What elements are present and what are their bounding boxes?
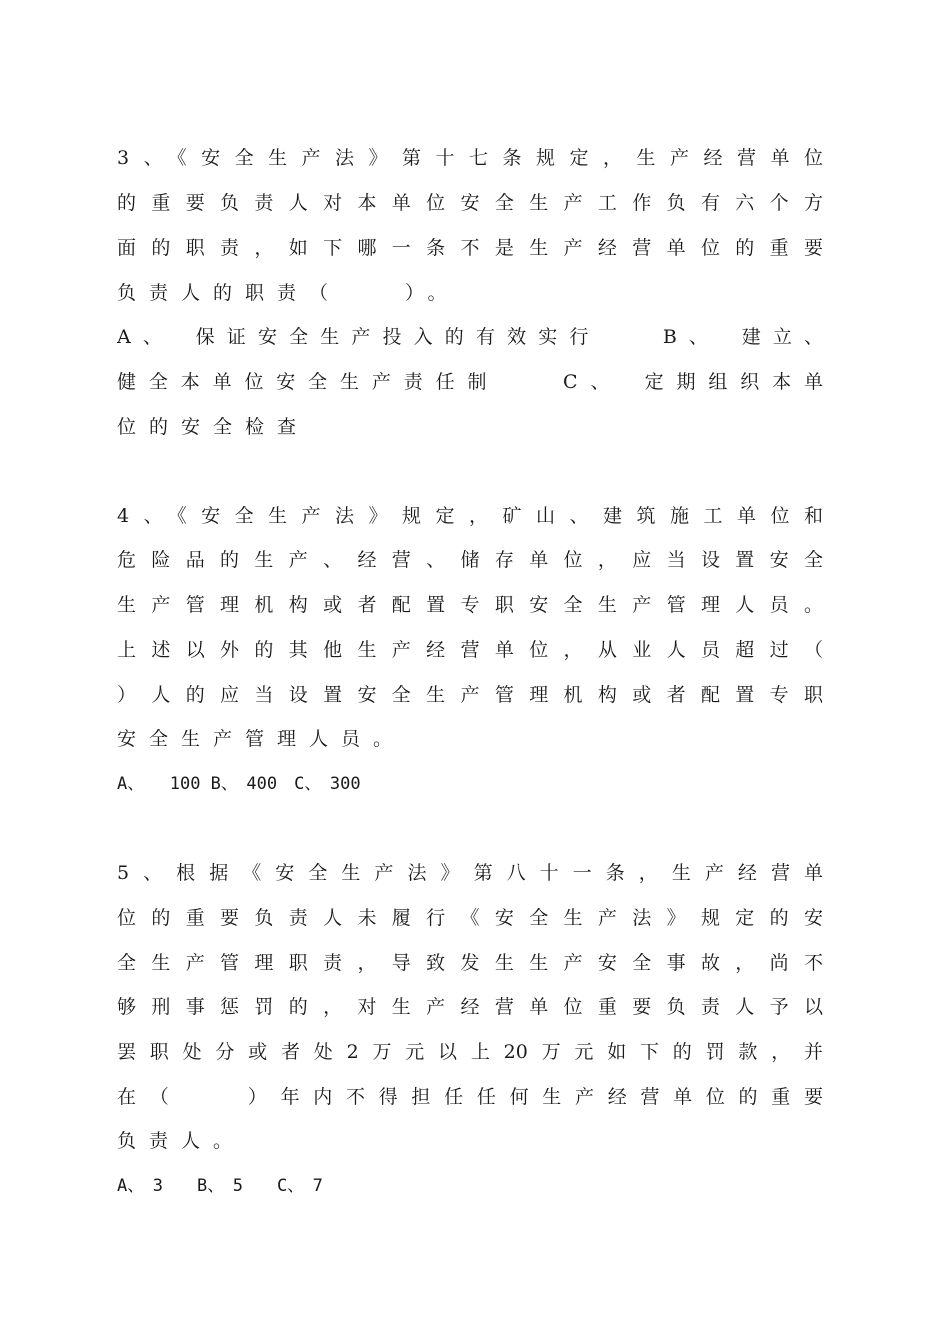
question-3-options-line-1: A、 保证安全生产投入的有效实行 B、 建立、 <box>117 326 823 348</box>
question-3-line-3: 面的职责，如下哪一条不是生产经营单位的重要 <box>117 237 823 259</box>
question-5-line-3: 全生产管理职责，导致发生生产安全事故，尚不 <box>117 952 823 974</box>
question-3-line-2: 的重要负责人对本单位安全生产工作负有六个方 <box>117 192 823 214</box>
question-5-line-1: 5、根据《安全生产法》第八十一条，生产经营单 <box>117 862 823 884</box>
question-4-line-4: 上述以外的其他生产经营单位，从业人员超过（ <box>117 639 823 661</box>
question-5-line-2: 位的重要负责人未履行《安全生产法》规定的安 <box>117 907 823 929</box>
question-5-options: A、 3 B、 5 C、 7 <box>117 1176 323 1196</box>
question-5-line-6: 在（ ）年内不得担任任何生产经营单位的重要 <box>117 1086 823 1108</box>
question-5-line-4: 够刑事惩罚的，对生产经营单位重要负责人予以 <box>117 996 823 1018</box>
question-5-line-7: 负责人。 <box>117 1130 246 1152</box>
question-4-line-5: ）人的应当设置安全生产管理机构或者配置专职 <box>117 684 823 706</box>
question-4-line-2: 危险品的生产、经营、储存单位，应当设置安全 <box>117 549 823 571</box>
question-4-line-6: 安全生产管理人员。 <box>117 728 406 750</box>
question-5-line-5: 罢职处分或者处2万元以上20万元如下的罚款，并 <box>117 1041 823 1063</box>
question-3-line-4: 负责人的职责（ ）。 <box>117 282 460 304</box>
question-4-line-1: 4、《安全生产法》规定，矿山、建筑施工单位和 <box>117 505 823 527</box>
question-4-line-3: 生产管理机构或者配置专职安全生产管理人员。 <box>117 594 823 616</box>
question-4-options: A、 100 B、 400 C、 300 <box>117 774 361 794</box>
question-3-line-1: 3、《安全生产法》第十七条规定，生产经营单位 <box>117 147 823 169</box>
question-3-options-line-3: 位的安全检查 <box>117 416 310 438</box>
question-3-options-line-2: 健全本单位安全生产责任制 C、 定期组织本单 <box>117 371 823 393</box>
